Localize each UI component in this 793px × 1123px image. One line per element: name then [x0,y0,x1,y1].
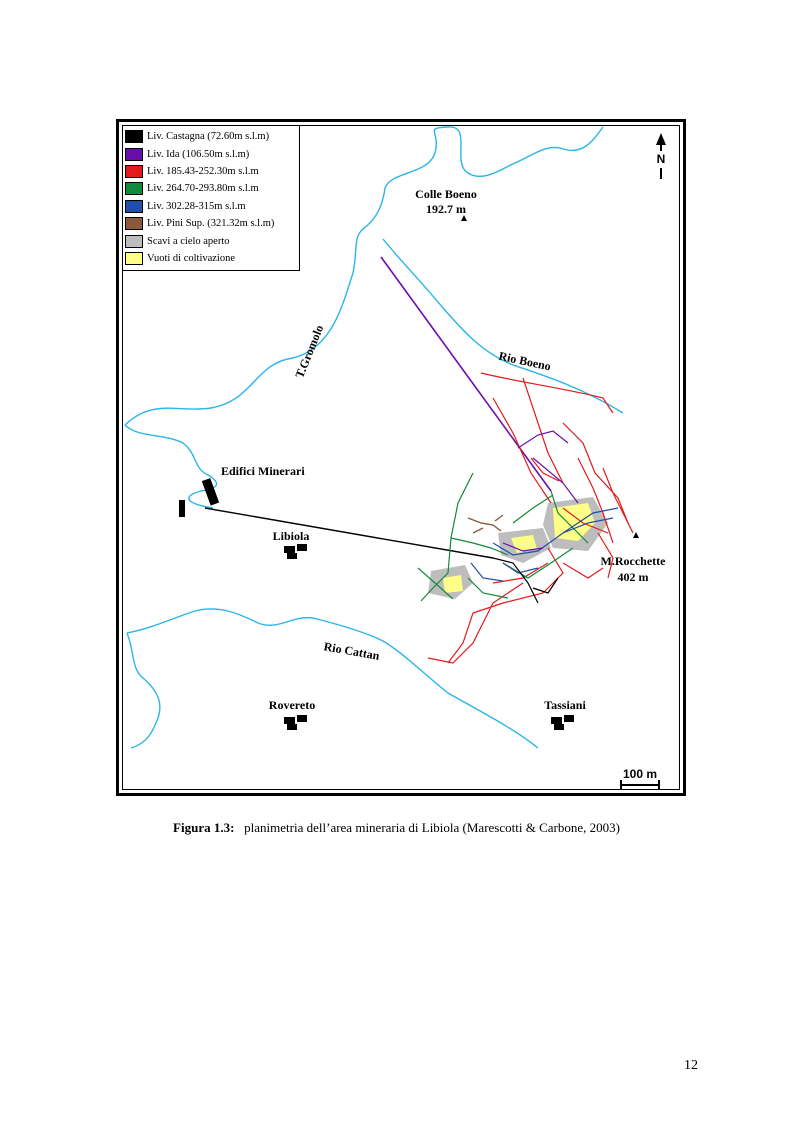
legend-swatch [125,200,143,213]
label-edifici-minerari: Edifici Minerari [221,464,305,478]
river-rio-cattan-west [127,633,160,748]
legend-item [123,215,299,232]
legend-label: Liv. Ida (106.50m s.l.m) [147,148,250,160]
river-t-gromolo-lower [125,425,217,508]
m-rocchette-peak-icon [633,532,639,538]
rovereto-buildings [284,715,307,730]
mine-map-figure [116,119,686,796]
legend-label: Vuoti di coltivazione [147,252,236,264]
label-colle-boeno-elev: 192.7 m [426,202,466,216]
legend-item [123,198,299,215]
legend-label: Liv. 264.70-293.80m s.l.m [147,183,259,195]
legend-label: Liv. 302.28-315m s.l.m [147,200,246,212]
legend-item [123,163,299,180]
adit-ida [381,257,551,491]
legend-swatch [125,148,143,161]
legend-label: Scavi a cielo aperto [147,235,230,247]
label-colle-boeno: Colle Boeno [415,187,477,201]
legend-item [123,250,299,267]
legend-item [123,128,299,145]
legend-item [123,145,299,162]
legend-swatch [125,165,143,178]
legend-label: Liv. 185.43-252.30m s.l.m [147,165,259,177]
label-libiola: Libiola [272,529,310,543]
scale-label: 100 m [622,767,658,781]
edifici-minerari-buildings [179,478,219,517]
legend-label: Liv. Castagna (72.60m s.l.m) [147,131,270,143]
building-icon [179,500,185,517]
label-m-rocchette-elev: 402 m [617,570,649,584]
scale-bar [621,767,659,789]
legend-item [123,232,299,249]
label-rio-cattan: Rio Cattan [322,639,381,663]
river-rio-cattan [127,609,538,748]
legend-swatch [125,252,143,265]
label-m-rocchette: M.Rocchette [600,554,666,568]
libiola-buildings [284,544,307,559]
figure-caption [0,820,793,836]
label-rovereto: Rovereto [268,698,316,712]
caption-label: Figura 1.3: [173,820,235,835]
river-rio-boeno [383,239,623,413]
level-pini-tunnels [468,515,503,533]
legend-label: Liv. Pini Sup. (321.32m s.l.m) [147,218,275,230]
caption-text: planimetria dell’area mineraria di Libiola (Marescotti & Carbone, 2003) [244,820,620,835]
legend-swatch [125,182,143,195]
label-rio-boeno: Rio Boeno [497,348,553,374]
tassiani-buildings [551,715,574,730]
north-label: N [656,152,666,166]
legend [123,126,300,271]
label-tassiani: Tassiani [544,698,586,712]
mine-works [418,373,633,663]
legend-swatch [125,130,143,143]
legend-swatch [125,217,143,230]
legend-swatch [125,235,143,248]
page-number: 12 [684,1058,698,1073]
stope-west [443,575,463,593]
north-arrow [656,133,666,179]
label-t-gromolo: T.Gromolo [292,322,327,381]
legend-item [123,180,299,197]
